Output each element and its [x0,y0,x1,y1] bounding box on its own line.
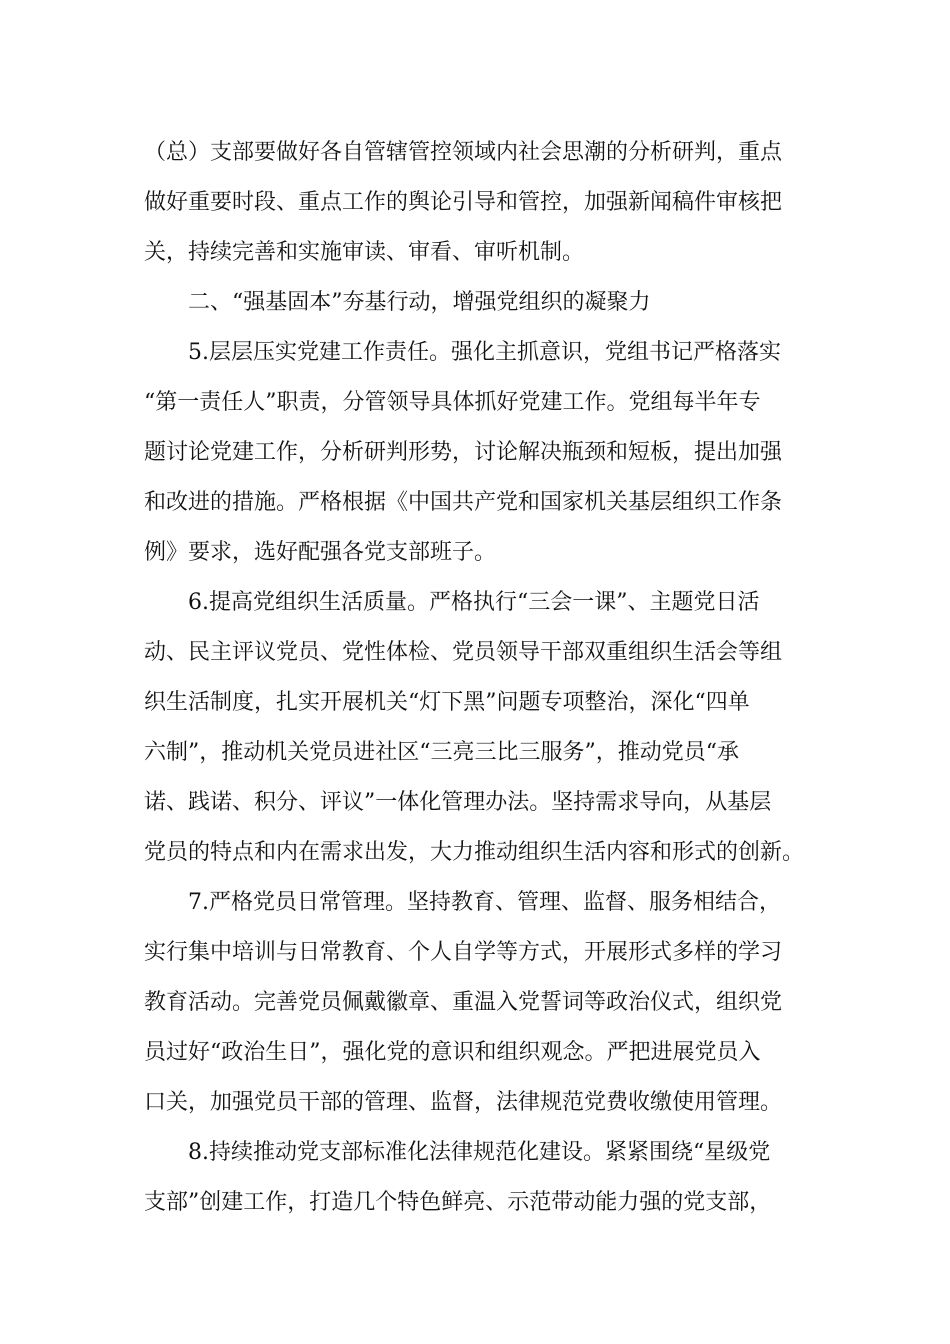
text-line: 口关，加强党员干部的管理、监督，法律规范党费收缴使用管理。 [144,1090,783,1115]
text-line: 做好重要时段、重点工作的舆论引导和管控，加强新闻稿件审核把 [144,190,783,215]
text-line: 例》要求，选好配强各党支部班子。 [144,540,497,565]
text-line: 和改进的措施。严格根据《中国共产党和国家机关基层组织工作条 [144,490,783,515]
text-line: 支部”创建工作，打造几个特色鲜亮、示范带动能力强的党支部， [144,1190,772,1215]
text-line: 诺、践诺、积分、评议”一体化管理办法。坚持需求导向，从基层 [144,790,772,815]
text-line: 实行集中培训与日常教育、个人自学等方式，开展形式多样的学习 [144,940,783,965]
paragraph-item-7 [144,878,812,1128]
text-line: 关，持续完善和实施审读、审看、审听机制。 [144,240,585,265]
text-line: 动、民主评议党员、党性体检、党员领导干部双重组织生活会等组 [144,640,783,665]
text-line: 6.提高党组织生活质量。严格执行“三会一课”、主题党日活 [188,590,760,615]
text-line: “第一责任人”职责，分管领导具体抓好党建工作。党组每半年专 [144,390,761,415]
text-line: 题讨论党建工作，分析研判形势，讨论解决瓶颈和短板，提出加强 [144,440,783,465]
text-line: 员过好“政治生日”，强化党的意识和组织观念。严把进展党员入 [144,1040,761,1065]
text-line: 织生活制度，扎实开展机关“灯下黑”问题专项整治，深化“四单 [144,690,750,715]
text-line: 六制”，推动机关党员进社区“三亮三比三服务”，推动党员“承 [144,740,739,765]
text-line: 5.层层压实党建工作责任。强化主抓意识，党组书记严格落实 [188,340,781,365]
section-heading [144,278,812,328]
paragraph-item-5 [144,328,812,578]
text-line: （总）支部要做好各自管辖管控领域内社会思潮的分析研判，重点 [144,140,783,165]
text-line: 8.持续推动党支部标准化法律规范化建设。紧紧围绕“星级党 [188,1140,771,1165]
paragraph-item-6 [144,578,812,878]
text-line: 7.严格党员日常管理。坚持教育、管理、监督、服务相结合， [188,890,781,915]
paragraph-item-8 [144,1128,812,1228]
text-line: 教育活动。完善党员佩戴徽章、重温入党誓词等政治仪式，组织党 [144,990,783,1015]
text-line: 党员的特点和内在需求出发，大力推动组织生活内容和形式的创新。 [144,840,805,865]
document-body [144,128,812,1228]
paragraph-continuation [144,128,812,278]
text-line: 二、“强基固本”夯基行动，增强党组织的凝聚力 [188,290,651,315]
